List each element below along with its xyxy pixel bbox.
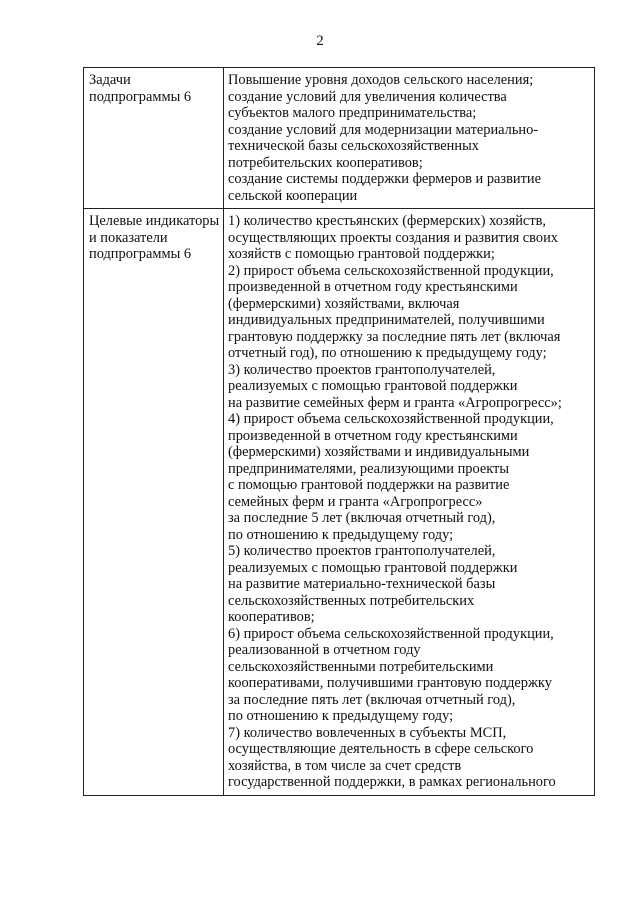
content-line: 5) количество проектов грантополучателей, [228,543,496,559]
content-line: произведенной в отчетном году крестьянскими [228,427,518,444]
content-line: хозяйств с помощью грантовой поддержки; [228,246,495,262]
subprogram-table [83,67,595,796]
content-line: кооперативов; [228,609,315,625]
content-line: предпринимателями, реализующими проекты [228,460,510,477]
content-line: 2) прирост объема сельскохозяйственной продукции, [228,262,554,279]
content-line: осуществляющие деятельность в сфере сельского [228,741,534,757]
row-content-cell [224,68,595,209]
page-number: 2 [316,33,324,49]
content-line: 1) количество крестьянских (фермерских) хозяйств, [228,213,546,229]
row-label-line: Целевые индикаторы [89,213,220,229]
content-line: создание условий для модернизации материально- [228,121,539,138]
content-line: на развитие материально-технической базы [228,576,496,592]
content-line: создание условий для увеличения количества [228,88,507,105]
content-line: отчетный год), по отношению к предыдущему году; [228,345,547,361]
content-line: по отношению к предыдущему году; [228,526,454,543]
content-line: 6) прирост объема сельскохозяйственной продукции, [228,625,554,642]
content-line: хозяйства, в том числе за счет средств [228,757,462,774]
content-line: за последние 5 лет (включая отчетный год), [228,510,496,526]
table-row-indicators [84,209,595,796]
content-line: с помощью грантовой поддержки на развитие [228,477,510,493]
row-label-line: подпрограммы 6 [89,246,192,262]
content-line: за последние пять лет (включая отчетный год), [228,691,516,708]
content-line: произведенной в отчетном году крестьянскими [228,279,518,295]
content-line: сельскохозяйственных потребительских [228,592,475,609]
row-label-line: подпрограммы 6 [89,88,192,105]
content-line: 3) количество проектов грантополучателей, [228,361,496,378]
content-line: на развитие семейных ферм и гранта «Агропрогресс»; [228,394,562,411]
row-content-cell [224,209,595,796]
content-line: Повышение уровня доходов сельского населения; [228,72,534,88]
content-line: по отношению к предыдущему году; [228,708,454,724]
content-line: субъектов малого предпринимательства; [228,105,477,121]
content-line: грантовую поддержку за последние пять лет (включая [228,328,561,345]
content-line: технической базы сельскохозяйственных [228,138,479,154]
row-label-cell [84,209,224,796]
content-line: 4) прирост объема сельскохозяйственной продукции, [228,411,554,427]
row-label-line: и показатели [89,229,168,246]
content-line: реализованной в отчетном году [228,642,421,658]
content-line: кооперативами, получившими грантовую поддержку [228,675,552,691]
content-line: реализуемых с помощью грантовой поддержки [228,559,518,576]
content-line: 7) количество вовлеченных в субъекты МСП, [228,724,507,741]
content-line: индивидуальных предпринимателей, получившими [228,312,545,328]
content-line: (фермерскими) хозяйствами, включая [228,295,460,312]
content-line: сельской кооперации [228,187,358,204]
row-label-line: Задачи [89,72,131,88]
row-label-cell [84,68,224,209]
content-line: создание системы поддержки фермеров и развитие [228,171,541,187]
content-line: сельскохозяйственными потребительскими [228,658,494,675]
content-line: государственной поддержки, в рамках регионального [228,774,556,790]
content-line: реализуемых с помощью грантовой поддержки [228,378,518,394]
table-row-tasks [84,68,595,209]
content-line: (фермерскими) хозяйствами и индивидуальными [228,444,530,460]
content-line: семейных ферм и гранта «Агропрогресс» [228,493,483,510]
content-line: потребительских кооперативов; [228,154,423,171]
content-line: осуществляющих проекты создания и развития своих [228,229,558,246]
